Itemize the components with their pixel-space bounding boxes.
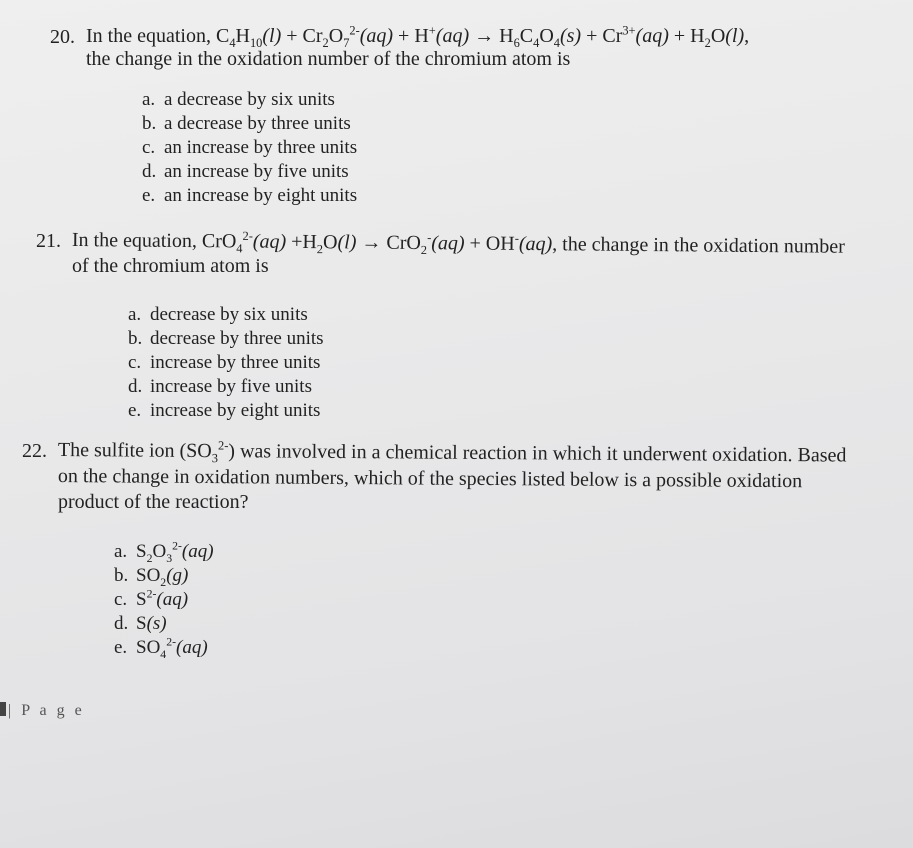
option-a[interactable]: a. $S_2O_3^{2-}(aq)$ xyxy=(114,539,214,565)
question-stem-line3: product of the reaction? xyxy=(58,491,249,513)
question-stem-line1: The sulfite ion $(SO_3^{2-})$ was involved in a chemical reaction in which it underwent oxidation. Based xyxy=(57,438,847,467)
option-e[interactable]: e. an increase by eight units xyxy=(142,185,358,206)
question-number: 21. xyxy=(36,230,61,252)
question-stem-line2: the change in the oxidation number of the chromium atom is xyxy=(86,48,571,70)
question-stem-line2: on the change in oxidation numbers, which of the species listed below is a possible oxidation xyxy=(57,465,803,493)
question-stem-line1: In the equation, $C_4H_{10}(l) + Cr_2O_7^{2-}(aq) + H^+(aq) \to H_6C_4O_4(s) + Cr^{3+}(aq) + H_2O(l)$, xyxy=(86,23,750,50)
answer-options xyxy=(114,540,214,660)
question-21 xyxy=(36,230,906,430)
question-number: 22. xyxy=(22,440,47,462)
option-b[interactable]: b. a decrease by three units xyxy=(142,113,351,134)
answer-options xyxy=(142,88,357,208)
question-number: 20. xyxy=(50,26,75,48)
option-b[interactable]: b. $SO_2(g)$ xyxy=(114,565,189,589)
page-footer xyxy=(0,702,85,720)
question-stem-line2: of the chromium atom is xyxy=(72,255,269,277)
option-a[interactable]: a. decrease by six units xyxy=(128,304,308,325)
answer-options xyxy=(128,303,324,423)
question-20 xyxy=(50,23,910,206)
page-number-mark xyxy=(0,702,6,716)
option-d[interactable]: d. increase by five units xyxy=(128,376,312,397)
option-c[interactable]: c. an increase by three units xyxy=(142,137,358,158)
reaction-arrow: → xyxy=(474,25,495,47)
option-e[interactable]: e. increase by eight units xyxy=(128,400,321,421)
reaction-arrow: → xyxy=(361,231,382,254)
option-c[interactable]: c. increase by three units xyxy=(128,352,321,373)
option-b[interactable]: b. decrease by three units xyxy=(128,328,324,349)
page-label: | P a g e xyxy=(8,702,85,719)
option-a[interactable]: a. a decrease by six units xyxy=(142,89,335,110)
option-e[interactable]: e. $SO_4^{2-}(aq)$ xyxy=(114,635,208,661)
option-d[interactable]: d. an increase by five units xyxy=(142,161,349,182)
question-22 xyxy=(22,440,902,670)
option-d[interactable]: d. S(s) xyxy=(114,613,167,634)
option-c[interactable]: c. $S^{2-}(aq)$ xyxy=(114,587,189,610)
question-stem-line1: In the equation, $CrO_4^{2-}(aq) +H_2O(l) \to CrO_2^-(aq) + OH^-(aq)$, the change in the oxidation number xyxy=(71,228,845,258)
